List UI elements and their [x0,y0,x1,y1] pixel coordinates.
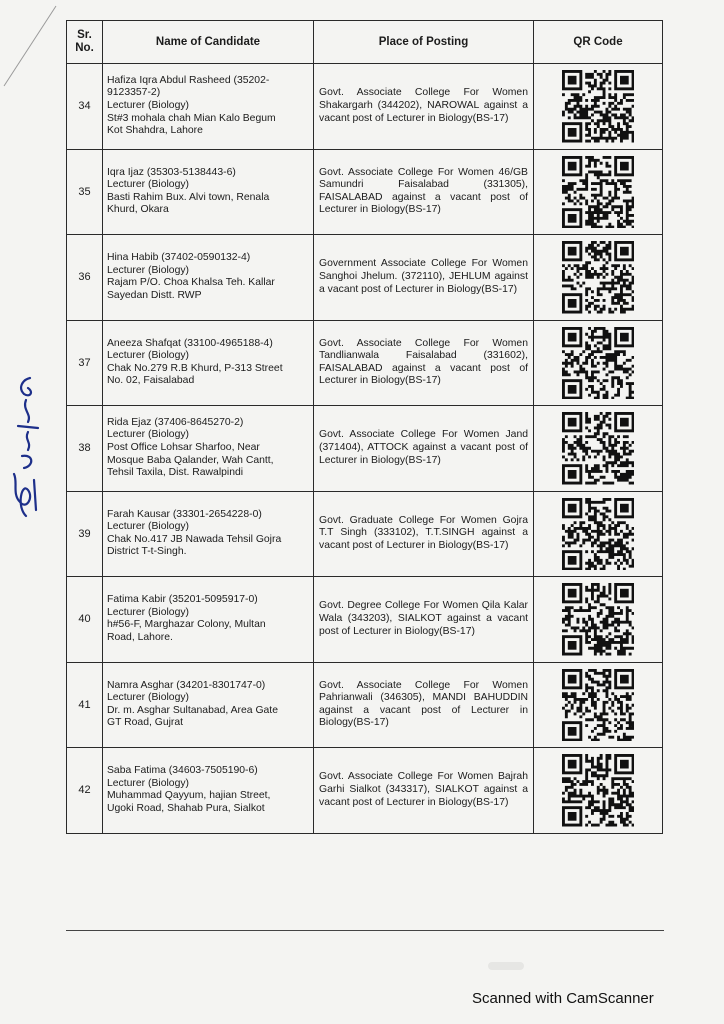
candidate-posting-table [66,20,663,834]
candidate-detail-line: Basti Rahim Bux. Alvi town, Renala [107,191,270,203]
candidate-detail-line: No. 02, Faisalabad [107,375,195,387]
scan-smudge [488,962,524,970]
qr-code-icon [562,241,635,314]
candidate-detail-line: St#3 mohala chah Mian Kalo Begum [107,112,276,124]
table-row [67,64,663,150]
candidate-detail-line: GT Road, Gujrat [107,717,184,729]
qr-code-icon [562,583,635,656]
paper-corner-fold-line [0,0,60,90]
candidate-detail-line: Lecturer (Biology) [107,777,190,789]
header-qr-code: QR Code [534,21,663,64]
row-place-of-posting: Govt. Degree College For Women Qila Kalar Wala (343203), SIALKOT against a vacant post of Lecturer in Biology(BS-17) [314,577,534,663]
handwritten-signature [4,370,52,520]
candidate-detail-line: Aneeza Shafqat (33100-4965188-4) [107,337,273,349]
row-place-of-posting: Govt. Associate College For Women Jand (371404), ATTOCK against a vacant post of Lecturer in Biology(BS-17) [314,406,534,492]
candidate-detail-line: Lecturer (Biology) [107,521,190,533]
candidate-detail-line: Muhammad Qayyum, hajian Street, [107,790,271,802]
row-sr-no: 41 [67,662,103,748]
bottom-rule [66,930,664,931]
row-sr-no: 40 [67,577,103,663]
row-qr-code [534,748,663,834]
header-name-of-candidate: Name of Candidate [103,21,314,64]
row-place-of-posting: Govt. Graduate College For Women Gojra T.T Singh (333102), T.T.SINGH against a vacant post of Lecturer in Biology(BS-17) [314,491,534,577]
row-place-of-posting: Govt. Associate College For Women 46/GB Samundri Faisalabad (331305), FAISALABAD against a vacant post of Lecturer in Biology(BS-17) [314,149,534,235]
candidate-detail-line: Iqra Ijaz (35303-5138443-6) [107,166,236,178]
candidate-detail-line: Dr. m. Asghar Sultanabad, Area Gate [107,704,278,716]
candidate-detail-line: Post Office Lohsar Sharfoo, Near [107,441,260,453]
candidate-detail-line: District T-t-Singh. [107,546,187,558]
table-row [67,235,663,321]
candidate-detail-line: Lecturer (Biology) [107,350,190,362]
candidate-detail-line: Lecturer (Biology) [107,692,190,704]
table-header-row [67,21,663,64]
candidate-detail-line: Chak No.279 R.B Khurd, P-313 Street [107,362,283,374]
candidate-detail-line: 9123357-2) [107,87,161,99]
qr-code-icon [562,327,635,400]
table-row [67,577,663,663]
row-sr-no: 37 [67,320,103,406]
row-candidate-details [103,491,314,577]
qr-code-icon [562,412,635,485]
table-row [67,149,663,235]
row-sr-no: 34 [67,64,103,150]
candidate-detail-line: Ugoki Road, Shahab Pura, Sialkot [107,802,265,814]
row-qr-code [534,149,663,235]
row-qr-code [534,64,663,150]
candidate-detail-line: Lecturer (Biology) [107,99,190,111]
table-row [67,406,663,492]
qr-code-icon [562,754,635,827]
row-place-of-posting: Govt. Associate College For Women Shakargarh (344202), NAROWAL against a vacant post of Lecturer in Biology(BS-17) [314,64,534,150]
camscanner-watermark: Scanned with CamScanner [472,990,654,1007]
row-sr-no: 38 [67,406,103,492]
row-sr-no: 35 [67,149,103,235]
row-sr-no: 36 [67,235,103,321]
row-candidate-details [103,662,314,748]
candidate-detail-line: h#56-F, Marghazar Colony, Multan [107,619,266,631]
table-row [67,748,663,834]
row-sr-no: 39 [67,491,103,577]
candidate-detail-line: Saba Fatima (34603-7505190-6) [107,765,258,777]
table-row [67,662,663,748]
qr-code-icon [562,156,635,229]
candidate-detail-line: Lecturer (Biology) [107,264,190,276]
candidate-detail-line: Rajam P/O. Choa Khalsa Teh. Kallar [107,277,275,289]
row-candidate-details [103,406,314,492]
candidate-detail-line: Chak No.417 JB Nawada Tehsil Gojra [107,533,282,545]
candidate-detail-line: Lecturer (Biology) [107,606,190,618]
qr-code-icon [562,70,635,143]
header-place-of-posting: Place of Posting [314,21,534,64]
candidate-detail-line: Sayedan Distt. RWP [107,289,202,301]
row-qr-code [534,662,663,748]
row-qr-code [534,406,663,492]
candidate-detail-line: Lecturer (Biology) [107,429,190,441]
candidate-detail-line: Hafiza Iqra Abdul Rasheed (35202- [107,74,270,86]
candidate-detail-line: Fatima Kabir (35201-5095917-0) [107,594,258,606]
row-qr-code [534,320,663,406]
row-qr-code [534,491,663,577]
qr-code-icon [562,498,635,571]
candidate-detail-line: Mosque Baba Qalander, Wah Cantt, [107,454,274,466]
candidate-detail-line: Farah Kausar (33301-2654228-0) [107,508,262,520]
row-qr-code [534,235,663,321]
candidate-detail-line: Tehsil Taxila, Dist. Rawalpindi [107,467,244,479]
table-row [67,491,663,577]
candidate-detail-line: Hina Habib (37402-0590132-4) [107,252,251,264]
table-row [67,320,663,406]
row-place-of-posting: Government Associate College For Women Sanghoi Jhelum. (372110), JEHLUM against a vacant post of Lecturer in Biology(BS-17) [314,235,534,321]
candidate-detail-line: Namra Asghar (34201-8301747-0) [107,679,266,691]
qr-code-icon [562,669,635,742]
row-candidate-details [103,64,314,150]
row-place-of-posting: Govt. Associate College For Women Tandlianwala Faisalabad (331602), FAISALABAD against a vacant post of Lecturer in Biology(BS-17) [314,320,534,406]
candidate-detail-line: Lecturer (Biology) [107,179,190,191]
candidate-detail-line: Road, Lahore. [107,631,173,643]
candidate-detail-line: Khurd, Okara [107,204,169,216]
row-candidate-details [103,577,314,663]
row-place-of-posting: Govt. Associate College For Women Bajrah Garhi Sialkot (343317), SIALKOT against a vacant post of Lecturer in Biology(BS-17) [314,748,534,834]
row-candidate-details [103,748,314,834]
row-candidate-details [103,320,314,406]
candidate-detail-line: Rida Ejaz (37406-8645270-2) [107,416,244,428]
row-place-of-posting: Govt. Associate College For Women Pahrianwali (346305), MANDI BAHUDDIN against a vacant post of Lecturer in Biology(BS-17) [314,662,534,748]
row-sr-no: 42 [67,748,103,834]
row-qr-code [534,577,663,663]
header-sr-no: Sr. No. [67,21,103,64]
row-candidate-details [103,149,314,235]
candidate-detail-line: Kot Shahdra, Lahore [107,125,203,137]
row-candidate-details [103,235,314,321]
